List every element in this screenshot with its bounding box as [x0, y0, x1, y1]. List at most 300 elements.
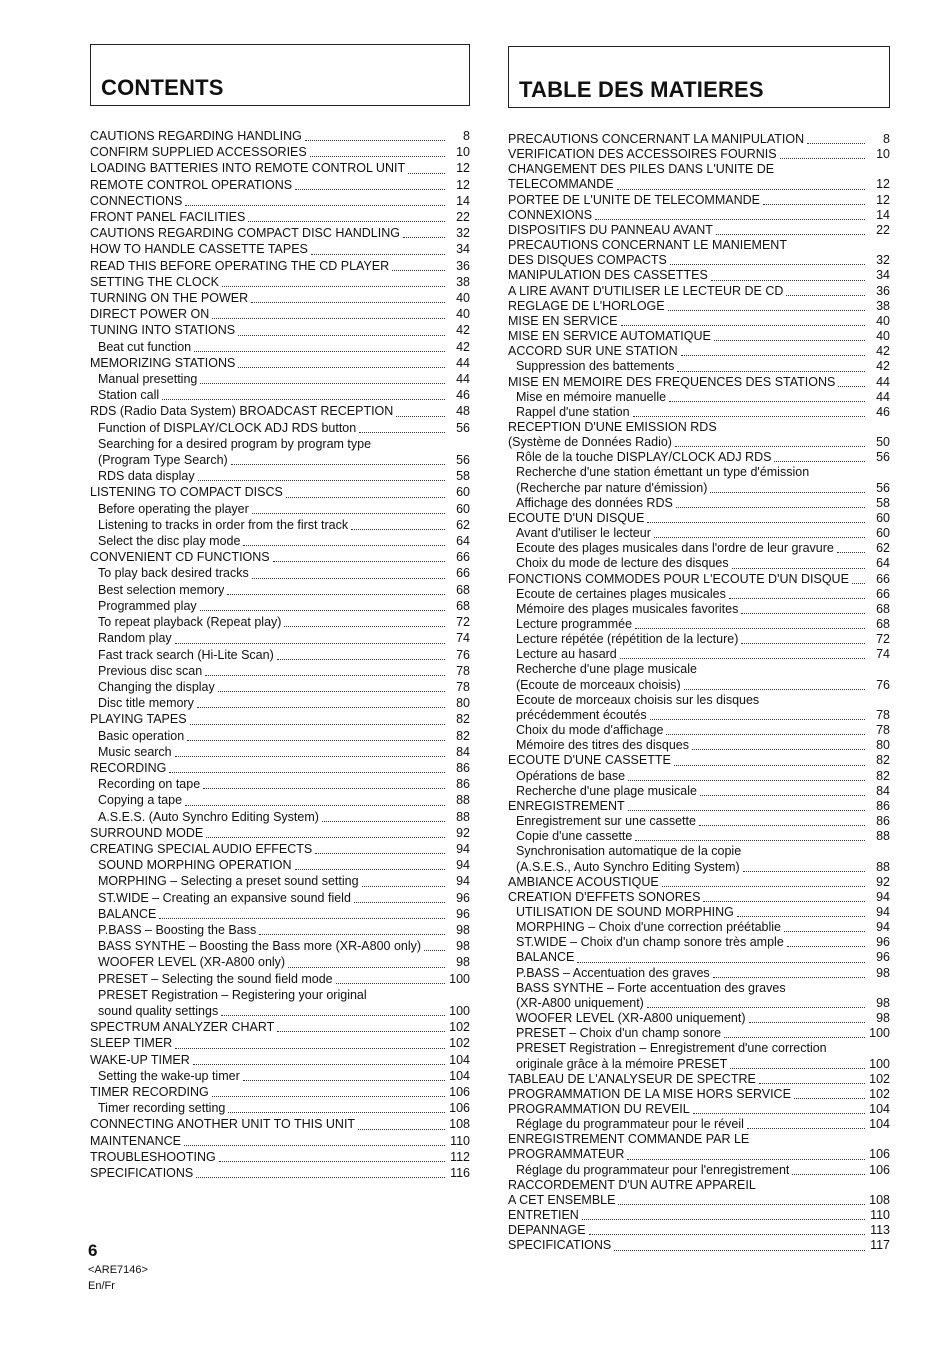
toc-entry	[90, 1133, 470, 1149]
toc-leader-dots	[628, 779, 865, 781]
toc-entry	[90, 987, 470, 1003]
toc-entry	[90, 436, 470, 452]
toc-entry-page: 40	[876, 313, 890, 328]
toc-entry-label: Function of DISPLAY/CLOCK ADJ RDS button	[98, 420, 357, 435]
toc-entry-page: 102	[869, 1071, 890, 1086]
toc-entry	[508, 556, 890, 571]
toc-entry	[508, 359, 890, 374]
toc-entry-page: 92	[456, 825, 470, 840]
toc-leader-dots	[408, 172, 445, 174]
table-des-matieres-title-box	[508, 46, 890, 108]
toc-entry-page: 108	[449, 1117, 470, 1132]
toc-leader-dots	[288, 966, 445, 968]
toc-entry-label: ENREGISTREMENT	[508, 798, 625, 813]
toc-entry-page: 56	[876, 480, 890, 495]
toc-entry	[90, 971, 470, 987]
toc-entry-label: REGLAGE DE L'HORLOGE	[508, 298, 665, 313]
toc-leader-dots	[358, 1128, 445, 1130]
toc-entry-page: 22	[456, 210, 470, 225]
toc-entry-label: Choix du mode de lecture des disques	[516, 556, 729, 571]
toc-entry-label: Previous disc scan	[98, 663, 203, 678]
toc-entry-label: DIRECT POWER ON	[90, 307, 210, 322]
toc-leader-dots	[231, 463, 445, 465]
toc-entry-label: FRONT PANEL FACILITIES	[90, 210, 246, 225]
toc-entry	[508, 253, 890, 268]
toc-entry-label: MISE EN SERVICE AUTOMATIQUE	[508, 329, 711, 344]
toc-entry-page: 48	[456, 404, 470, 419]
toc-entry-label: Listening to tracks in order from the first track	[98, 517, 349, 532]
toc-leader-dots	[786, 294, 865, 296]
toc-entry-page: 66	[876, 571, 890, 586]
toc-leader-dots	[614, 1249, 865, 1251]
toc-entry	[90, 290, 470, 306]
toc-leader-dots	[620, 657, 865, 659]
toc-entry-page: 40	[876, 329, 890, 344]
toc-entry	[90, 533, 470, 549]
toc-leader-dots	[336, 982, 445, 984]
toc-leader-dots	[737, 915, 865, 917]
toc-entry	[508, 860, 890, 875]
toc-entry-label: READ THIS BEFORE OPERATING THE CD PLAYER	[90, 258, 390, 273]
toc-entry	[90, 274, 470, 290]
toc-leader-dots	[675, 445, 865, 447]
toc-entry-page: 12	[876, 177, 890, 192]
toc-entry-page: 10	[876, 147, 890, 162]
toc-entry-page: 72	[456, 615, 470, 630]
toc-entry-page: 42	[876, 344, 890, 359]
toc-entry	[508, 344, 890, 359]
toc-entry-label: WOOFER LEVEL (XR-A800 only)	[98, 955, 286, 970]
toc-leader-dots	[676, 506, 865, 508]
toc-entry-label: PRESET Registration – Registering your original	[98, 987, 367, 1002]
toc-entry-label: TROUBLESHOOTING	[90, 1149, 216, 1164]
toc-leader-dots	[747, 1127, 865, 1129]
toc-entry	[508, 132, 890, 147]
toc-entry	[508, 723, 890, 738]
toc-leader-dots	[699, 824, 865, 826]
toc-leader-dots	[617, 188, 865, 190]
toc-entry-page: 102	[449, 1020, 470, 1035]
toc-entry	[508, 799, 890, 814]
toc-entry-page: 12	[456, 177, 470, 192]
toc-leader-dots	[200, 609, 445, 611]
toc-entry-label: MAINTENANCE	[90, 1133, 181, 1148]
toc-entry	[90, 598, 470, 614]
toc-entry-label: RECEPTION D'UNE EMISSION RDS	[508, 419, 717, 434]
toc-entry-label: MISE EN MEMOIRE DES FREQUENCES DES STATIONS	[508, 374, 836, 389]
toc-entry-label: SETTING THE CLOCK	[90, 274, 219, 289]
toc-entry	[508, 572, 890, 587]
toc-leader-dots	[724, 1036, 865, 1038]
toc-entry-page: 66	[456, 566, 470, 581]
toc-leader-dots	[175, 642, 445, 644]
toc-entry-page: 98	[456, 955, 470, 970]
toc-leader-dots	[238, 334, 445, 336]
toc-leader-dots	[582, 1218, 865, 1220]
toc-entry-page: 104	[869, 1117, 890, 1132]
toc-entry	[90, 355, 470, 371]
toc-entry-page: 100	[449, 971, 470, 986]
toc-entry-page: 86	[876, 798, 890, 813]
toc-leader-dots	[169, 771, 445, 773]
toc-entry-page: 58	[456, 469, 470, 484]
toc-leader-dots	[198, 479, 445, 481]
toc-entry-page: 86	[876, 814, 890, 829]
page-footer	[88, 1240, 148, 1294]
toc-entry-label: TUNING INTO STATIONS	[90, 323, 236, 338]
toc-entry	[508, 1163, 890, 1178]
toc-entry-label: SLEEP TIMER	[90, 1036, 173, 1051]
toc-leader-dots	[190, 723, 445, 725]
toc-leader-dots	[711, 279, 865, 281]
toc-entry-page: 112	[450, 1149, 470, 1164]
toc-entry-label: Best selection memory	[98, 582, 225, 597]
toc-entry	[508, 1132, 890, 1147]
toc-leader-dots	[322, 820, 445, 822]
toc-entry-page: 12	[456, 161, 470, 176]
toc-entry-label: PROGRAMMATEUR	[508, 1147, 625, 1162]
toc-entry	[508, 1238, 890, 1253]
toc-entry-page: 76	[876, 677, 890, 692]
toc-entry-label: Ecoute de morceaux choisis sur les disques	[516, 692, 760, 707]
toc-entry	[508, 1147, 890, 1162]
toc-entry	[90, 922, 470, 938]
toc-leader-dots	[692, 748, 865, 750]
toc-entry-label: PRECAUTIONS CONCERNANT LE MANIEMENT	[508, 238, 787, 253]
toc-leader-dots	[305, 139, 445, 141]
toc-entry-label: Station call	[98, 388, 160, 403]
toc-entry-page: 44	[456, 355, 470, 370]
toc-entry-label: Programmed play	[98, 598, 197, 613]
toc-entry	[90, 809, 470, 825]
toc-entry-page: 84	[456, 744, 470, 759]
toc-entry-label: Copying a tape	[98, 793, 183, 808]
toc-leader-dots	[175, 1047, 445, 1049]
contents-title-box	[90, 44, 470, 106]
toc-entry-page: 36	[456, 258, 470, 273]
toc-entry-label: (Système de Données Radio)	[508, 435, 672, 450]
toc-entry-page: 106	[449, 1084, 470, 1099]
toc-leader-dots	[286, 496, 445, 498]
toc-entry-page: 60	[456, 501, 470, 516]
table-des-matieres-column	[508, 46, 890, 1254]
toc-entry-page: 94	[456, 858, 470, 873]
toc-leader-dots	[628, 809, 865, 811]
toc-entry-label: TIMER RECORDING	[90, 1084, 209, 1099]
toc-entry	[90, 1149, 470, 1165]
toc-leader-dots	[277, 658, 445, 660]
toc-entry-label: ACCORD SUR UNE STATION	[508, 344, 678, 359]
toc-entry-page: 64	[876, 556, 890, 571]
toc-leader-dots	[197, 706, 445, 708]
toc-leader-dots	[741, 612, 865, 614]
toc-entry-label: ENTRETIEN	[508, 1208, 579, 1223]
toc-entry-page: 66	[876, 586, 890, 601]
toc-entry	[508, 299, 890, 314]
toc-leader-dots	[403, 236, 445, 238]
toc-entry-label: REMOTE CONTROL OPERATIONS	[90, 177, 293, 192]
toc-leader-dots	[227, 593, 445, 595]
toc-entry	[90, 582, 470, 598]
toc-entry	[508, 753, 890, 768]
toc-entry	[508, 420, 890, 435]
toc-entry-label: DES DISQUES COMPACTS	[508, 253, 667, 268]
toc-entry-label: RDS (Radio Data System) BROADCAST RECEPTION	[90, 404, 394, 419]
toc-entry-label: Affichage des données RDS	[516, 495, 673, 510]
toc-leader-dots	[295, 868, 445, 870]
toc-entry-label: Lecture programmée	[516, 617, 633, 631]
toc-entry	[508, 981, 890, 996]
toc-entry	[508, 1087, 890, 1102]
toc-entry-page: 76	[456, 647, 470, 662]
toc-entry-label: Lecture répétée (répétition de la lecture)	[516, 632, 739, 647]
toc-leader-dots	[618, 1203, 865, 1205]
table-des-matieres-title: TABLE DES MATIERES	[519, 77, 764, 102]
toc-entry-label: BALANCE	[98, 906, 157, 921]
toc-entry-label: UTILISATION DE SOUND MORPHING	[516, 904, 734, 919]
toc-leader-dots	[647, 1006, 865, 1008]
toc-entry	[508, 935, 890, 950]
toc-entry	[90, 679, 470, 695]
toc-entry-label: TABLEAU DE L'ANALYSEUR DE SPECTRE	[508, 1071, 756, 1086]
toc-entry-label: Mise en mémoire manuelle	[516, 389, 667, 404]
document-code: <ARE7146>	[88, 1264, 148, 1276]
toc-entry	[508, 905, 890, 920]
toc-leader-dots	[196, 1176, 445, 1178]
toc-leader-dots	[730, 1067, 865, 1069]
toc-entry-page: 56	[456, 453, 470, 468]
toc-entry	[90, 225, 470, 241]
toc-leader-dots	[212, 317, 445, 319]
toc-entry-page: 74	[456, 631, 470, 646]
toc-entry	[508, 1208, 890, 1223]
toc-entry-label: MORPHING – Selecting a preset sound setting	[98, 874, 359, 889]
toc-leader-dots	[248, 220, 445, 222]
toc-leader-dots	[424, 949, 445, 951]
toc-entry-label: VERIFICATION DES ACCESSOIRES FOURNIS	[508, 147, 777, 162]
toc-entry-page: 100	[869, 1056, 890, 1071]
toc-entry-label: Searching for a desired program by program type	[98, 436, 372, 451]
toc-entry-label: BASS SYNTHE – Boosting the Bass more (XR-A800 only)	[98, 939, 422, 954]
toc-entry-page: 42	[876, 359, 890, 374]
toc-entry-label: (XR-A800 uniquement)	[516, 995, 644, 1010]
toc-leader-dots	[259, 933, 445, 935]
toc-entry-page: 62	[876, 541, 890, 556]
toc-entry-page: 110	[450, 1133, 470, 1148]
toc-entry-label: PRESET – Choix d'un champ sonore	[516, 1026, 722, 1041]
toc-entry-page: 68	[876, 617, 890, 631]
language-code: En/Fr	[88, 1280, 115, 1292]
toc-entry-label: BASS SYNTHE – Forte accentuation des graves	[516, 980, 786, 995]
toc-leader-dots	[838, 385, 865, 387]
toc-leader-dots	[693, 1112, 865, 1114]
toc-entry-label: To play back desired tracks	[98, 566, 249, 581]
toc-entry	[508, 1193, 890, 1208]
toc-entry-page: 96	[876, 950, 890, 965]
toc-entry	[90, 177, 470, 193]
toc-leader-dots	[635, 627, 865, 629]
toc-leader-dots	[635, 839, 865, 841]
toc-entry	[90, 517, 470, 533]
toc-leader-dots	[284, 625, 445, 627]
toc-entry-label: Recherche d'une plage musicale	[516, 662, 697, 677]
toc-entry-page: 82	[876, 753, 890, 768]
toc-entry-label: (Program Type Search)	[98, 453, 228, 468]
toc-leader-dots	[243, 544, 445, 546]
toc-leader-dots	[703, 900, 865, 902]
toc-entry-label: RACCORDEMENT D'UN AUTRE APPAREIL	[508, 1177, 756, 1192]
toc-entry-page: 96	[456, 890, 470, 905]
toc-entry-label: Ecoute des plages musicales dans l'ordre de leur gravure	[516, 541, 834, 556]
toc-entry-label: Recherche d'une plage musicale	[516, 783, 697, 798]
toc-entry-page: 8	[883, 132, 890, 146]
toc-entry	[508, 784, 890, 799]
toc-entry-page: 108	[869, 1192, 890, 1207]
toc-entry-page: 44	[876, 389, 890, 404]
toc-entry	[508, 920, 890, 935]
toc-entry-label: CONNECTING ANOTHER UNIT TO THIS UNIT	[90, 1117, 356, 1132]
toc-leader-dots	[700, 794, 865, 796]
toc-entry	[508, 511, 890, 526]
toc-entry-label: SPECTRUM ANALYZER CHART	[90, 1020, 275, 1035]
toc-entry-label: Mémoire des plages musicales favorites	[516, 601, 739, 616]
toc-entry	[508, 147, 890, 162]
toc-entry-page: 92	[876, 874, 890, 889]
toc-entry	[508, 693, 890, 708]
toc-leader-dots	[684, 688, 865, 690]
toc-leader-dots	[759, 1082, 865, 1084]
toc-entry	[508, 375, 890, 390]
toc-entry-label: Suppression des battements	[516, 359, 675, 374]
toc-entry-label: PORTEE DE L'UNITE DE TELECOMMANDE	[508, 192, 760, 207]
toc-entry-page: 10	[456, 145, 470, 160]
toc-leader-dots	[359, 431, 445, 433]
toc-leader-dots	[792, 1173, 865, 1175]
toc-leader-dots	[784, 930, 865, 932]
toc-entry	[90, 857, 470, 873]
toc-leader-dots	[362, 885, 445, 887]
toc-entry	[508, 632, 890, 647]
toc-entry-label: A CET ENSEMBLE	[508, 1192, 616, 1207]
toc-entry-label: Setting the wake-up timer	[98, 1068, 240, 1083]
toc-entry	[508, 450, 890, 465]
toc-leader-dots	[621, 324, 865, 326]
toc-leader-dots	[732, 567, 865, 569]
toc-entry-label: P.BASS – Accentuation des graves	[516, 965, 710, 980]
toc-entry-label: Recording on tape	[98, 777, 201, 792]
toc-entry	[90, 128, 470, 144]
toc-entry-page: 98	[876, 1011, 890, 1026]
toc-entry-page: 66	[456, 550, 470, 565]
toc-entry	[90, 1100, 470, 1116]
toc-leader-dots	[252, 512, 445, 514]
toc-leader-dots	[674, 764, 865, 766]
toc-entry-page: 94	[876, 920, 890, 935]
toc-entry-label: originale grâce à la mémoire PRESET	[516, 1056, 728, 1071]
toc-entry-page: 50	[876, 435, 890, 450]
toc-entry-label: AMBIANCE ACOUSTIQUE	[508, 874, 659, 889]
toc-entry	[90, 193, 470, 209]
toc-entry-label: Before operating the player	[98, 501, 249, 516]
table-des-matieres-list	[508, 132, 890, 1254]
toc-entry	[508, 284, 890, 299]
toc-leader-dots	[311, 253, 445, 255]
toc-entry-label: A LIRE AVANT D'UTILISER LE LECTEUR DE CD	[508, 283, 784, 298]
toc-leader-dots	[666, 733, 865, 735]
toc-entry-label: précédemment écoutés	[516, 707, 647, 722]
toc-leader-dots	[351, 528, 445, 530]
toc-leader-dots	[315, 852, 445, 854]
toc-entry-page: 8	[463, 129, 470, 143]
toc-entry-page: 94	[456, 874, 470, 889]
toc-entry	[508, 996, 890, 1011]
toc-leader-dots	[633, 415, 865, 417]
toc-leader-dots	[794, 1097, 865, 1099]
toc-entry-label: PROGRAMMATION DU REVEIL	[508, 1102, 690, 1116]
toc-leader-dots	[243, 1079, 445, 1081]
toc-entry-page: 102	[869, 1086, 890, 1101]
toc-leader-dots	[206, 836, 445, 838]
toc-entry-page: 106	[869, 1162, 890, 1177]
toc-leader-dots	[714, 339, 865, 341]
toc-entry-label: CHANGEMENT DES PILES DANS L'UNITE DE	[508, 162, 775, 177]
toc-entry	[508, 617, 890, 632]
toc-entry-label: ST.WIDE – Creating an expansive sound field	[98, 890, 351, 905]
toc-entry	[508, 708, 890, 723]
toc-entry-page: 68	[456, 598, 470, 613]
toc-entry-label: FONCTIONS COMMODES POUR L'ECOUTE D'UN DISQUE	[508, 571, 849, 586]
toc-entry	[508, 405, 890, 420]
toc-entry-label: Enregistrement sur une cassette	[516, 814, 696, 829]
toc-entry-page: 78	[456, 679, 470, 694]
toc-entry-label: (Recherche par nature d'émission)	[516, 480, 708, 495]
toc-entry-page: 60	[876, 526, 890, 541]
toc-entry-page: 78	[876, 723, 890, 738]
toc-leader-dots	[354, 901, 445, 903]
toc-entry	[508, 875, 890, 890]
toc-entry	[508, 177, 890, 192]
toc-entry-label: CONNEXIONS	[508, 207, 593, 222]
toc-entry-page: 56	[876, 450, 890, 465]
toc-entry	[90, 744, 470, 760]
toc-entry-page: 42	[456, 339, 470, 354]
toc-leader-dots	[595, 218, 865, 220]
toc-entry	[90, 841, 470, 857]
toc-entry-label: ECOUTE D'UN DISQUE	[508, 510, 645, 525]
toc-entry-page: 14	[456, 193, 470, 208]
toc-entry-page: 96	[456, 906, 470, 921]
toc-entry-page: 106	[869, 1147, 890, 1162]
toc-entry-label: DEPANNAGE	[508, 1223, 586, 1238]
toc-entry-page: 86	[456, 760, 470, 775]
toc-entry	[90, 760, 470, 776]
toc-entry-label: HOW TO HANDLE CASSETTE TAPES	[90, 242, 308, 257]
toc-entry	[508, 496, 890, 511]
toc-leader-dots	[252, 577, 445, 579]
toc-entry	[508, 329, 890, 344]
toc-entry	[90, 1019, 470, 1035]
toc-leader-dots	[763, 203, 865, 205]
toc-entry	[508, 890, 890, 905]
toc-entry-label: Choix du mode d'affichage	[516, 723, 664, 738]
toc-entry-page: 80	[456, 696, 470, 711]
toc-entry-label: Rôle de la touche DISPLAY/CLOCK ADJ RDS	[516, 450, 772, 465]
toc-entry-label: Basic operation	[98, 728, 185, 743]
toc-entry	[90, 484, 470, 500]
toc-entry-label: Copie d'une cassette	[516, 829, 633, 844]
toc-entry	[90, 258, 470, 274]
toc-entry-page: 44	[456, 372, 470, 387]
